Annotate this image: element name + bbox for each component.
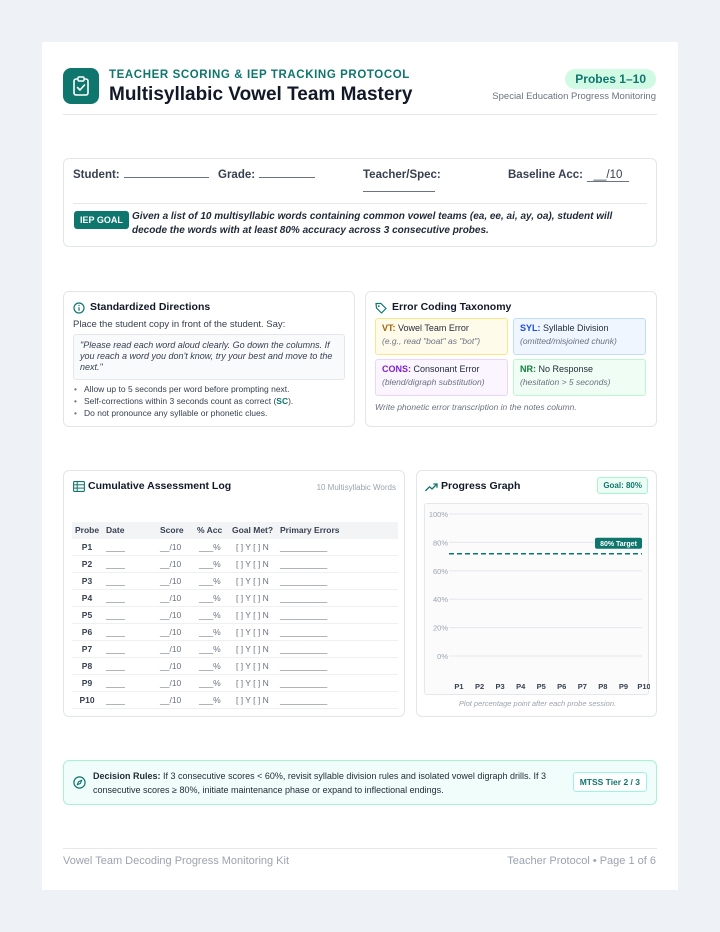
errors-cell[interactable]: __________ [280,644,328,654]
baseline-field[interactable] [508,169,629,182]
error-code-vt [375,318,508,355]
probe-cell: P5 [81,610,93,620]
teacher-blank[interactable] [363,191,435,192]
nr-label: No Response [538,364,594,374]
accuracy-cell[interactable]: ___% [199,593,221,603]
errors-cell[interactable]: __________ [280,593,328,603]
goal-met-cell[interactable]: [ ] Y [ ] N [236,559,269,569]
date-cell[interactable]: ____ [106,644,125,654]
date-cell[interactable]: ____ [106,559,125,569]
date-cell[interactable]: ____ [106,678,125,688]
score-cell[interactable]: __/10 [160,593,182,603]
nr-example: (hesitation > 5 seconds) [520,377,611,387]
errors-cell[interactable]: __________ [280,678,328,688]
x-tick-label: P4 [516,682,526,691]
directions-script: "Please read each word aloud clearly. Go down the columns. If you reach a word you don't know, try your best and move to the next." [73,334,345,380]
probe-cell: P3 [81,576,93,586]
table-icon [73,481,85,492]
accuracy-cell[interactable]: ___% [199,627,221,637]
probe-cell: P7 [81,644,93,654]
x-tick-label: P8 [598,682,608,691]
student-name-blank[interactable] [124,177,209,178]
iep-goal-badge: IEP GOAL [74,211,129,229]
table-row [72,675,398,692]
decision-label: Decision Rules: [93,771,161,781]
nr-code: NR: [520,364,536,374]
page-title: Multisyllabic Vowel Team Mastery [109,84,413,105]
directions-list [73,383,293,419]
x-tick-label: P6 [557,682,567,691]
assessment-log-card [63,470,405,717]
errors-cell[interactable]: __________ [280,542,328,552]
footer-page-info: Teacher Protocol • Page 1 of 6 [507,855,656,867]
tag-icon [375,302,387,314]
grade-blank[interactable] [259,177,315,178]
error-coding-card [365,291,657,427]
errors-cell[interactable]: __________ [280,661,328,671]
goal-met-cell[interactable]: [ ] Y [ ] N [236,661,269,671]
probe-cell: P1 [81,542,93,552]
bullet-text: ). [288,396,294,406]
table-row [72,641,398,658]
date-cell[interactable]: ____ [106,661,125,671]
date-cell[interactable]: ____ [106,593,125,603]
syl-label: Syllable Division [543,323,609,333]
table-row [72,590,398,607]
student-label: Student: [73,169,120,181]
column-header-score: Score [160,525,184,535]
x-tick-label: P10 [637,682,650,691]
date-cell[interactable]: ____ [106,576,125,586]
table-row [72,573,398,590]
column-header-probe: Probe [75,525,100,535]
y-tick-label: 80% [432,538,448,548]
grade-field[interactable] [218,169,315,181]
accuracy-cell[interactable]: ___% [199,678,221,688]
log-subtitle: 10 Multisyllabic Words [316,483,396,492]
column-header-date: Date [106,525,125,535]
x-tick-label: P7 [577,682,587,691]
x-tick-label: P3 [495,682,505,691]
directions-lead: Place the student copy in front of the student. Say: [73,319,286,330]
student-info-card [63,158,657,247]
mtss-tier-badge: MTSS Tier 2 / 3 [573,772,647,792]
syl-example: (omitted/misjoined chunk) [520,336,617,346]
column-header-acc: % Acc [197,525,223,535]
student-divider [73,203,647,204]
error-coding-note: Write phonetic error transcription in the notes column. [375,402,577,412]
directions-card [63,291,355,427]
goal-met-cell[interactable]: [ ] Y [ ] N [236,678,269,688]
probe-cell: P8 [81,661,93,671]
baseline-label: Baseline Acc: [508,169,583,181]
trend-up-icon [425,482,438,492]
errors-cell[interactable]: __________ [280,559,328,569]
score-cell[interactable]: __/10 [160,678,182,688]
score-cell[interactable]: __/10 [160,559,182,569]
graph-title: Progress Graph [441,480,521,492]
teacher-field[interactable] [363,169,441,181]
y-tick-label: 20% [432,623,448,633]
teacher-label: Teacher/Spec: [363,169,441,181]
score-cell[interactable]: __/10 [160,644,182,654]
y-tick-label: 0% [437,652,448,661]
goal-met-cell[interactable]: [ ] Y [ ] N [236,593,269,603]
table-row [72,539,398,556]
score-cell[interactable]: __/10 [160,576,182,586]
student-field[interactable] [73,169,209,181]
directions-bullet: • Allow up to 5 seconds per word before prompting next. [73,383,293,395]
footer-divider [63,848,657,849]
vt-label: Vowel Team Error [398,323,469,333]
baseline-value[interactable]: __/10 [587,169,629,182]
vt-code: VT: [382,323,396,333]
error-coding-title: Error Coding Taxonomy [392,301,512,313]
cons-label: Consonant Error [413,364,480,374]
x-tick-label: P9 [618,682,629,691]
goal-badge: Goal: 80% [597,477,648,494]
score-cell[interactable]: __/10 [160,542,182,552]
footer-kit-name: Vowel Team Decoding Progress Monitoring Kit [63,855,290,867]
progress-chart [425,504,650,696]
error-code-syl [513,318,646,355]
goal-met-cell[interactable]: [ ] Y [ ] N [236,542,269,552]
cons-example: (blend/digraph substitution) [382,377,485,387]
decision-rules-text [93,769,568,797]
probes-badge: Probes 1–10 [565,69,656,89]
accuracy-cell[interactable]: ___% [199,695,221,705]
date-cell[interactable]: ____ [106,542,125,552]
y-tick-label: 60% [432,566,448,576]
table-row [72,607,398,624]
table-row [72,658,398,675]
probe-cell: P9 [81,678,93,688]
errors-cell[interactable]: __________ [280,695,328,705]
score-cell[interactable]: __/10 [160,661,182,671]
compass-icon [73,776,86,789]
probe-cell: P10 [79,695,95,705]
score-cell[interactable]: __/10 [160,695,182,705]
goal-met-cell[interactable]: [ ] Y [ ] N [236,627,269,637]
accuracy-cell[interactable]: ___% [199,610,221,620]
column-header-errors: Primary Errors [280,525,340,535]
header-divider [63,114,657,115]
date-cell[interactable]: ____ [106,695,125,705]
directions-bullet: • Do not pronounce any syllable or phonetic clues. [73,407,293,419]
target-label: 80% Target [600,540,637,548]
sc-code: SC [276,396,289,406]
date-cell[interactable]: ____ [106,627,125,637]
error-code-cons [375,359,508,396]
graph-plot-area [424,503,649,695]
clipboard-check-icon [63,68,99,104]
decision-rules-card [63,760,657,805]
accuracy-cell[interactable]: ___% [199,576,221,586]
date-cell[interactable]: ____ [106,610,125,620]
y-tick-label: 40% [432,595,448,605]
table-row [72,692,398,709]
protocol-page [42,42,678,890]
vt-example: (e.g., read "boat" as "bot") [382,336,481,346]
directions-bullet [73,395,293,407]
directions-title: Standardized Directions [90,301,211,313]
score-cell[interactable]: __/10 [160,627,182,637]
x-tick-label: P1 [454,682,464,691]
protocol-eyebrow: TEACHER SCORING & IEP TRACKING PROTOCOL [109,69,410,81]
log-title: Cumulative Assessment Log [88,480,232,492]
goal-met-cell[interactable]: [ ] Y [ ] N [236,610,269,620]
iep-goal-text: Given a list of 10 multisyllabic words containing common vowel teams (ea, ee, ai, ay, oa), student will decode the words with at least 80% accuracy across 3 consecutive probes. [132,211,613,236]
goal-met-cell[interactable]: [ ] Y [ ] N [236,695,269,705]
syl-code: SYL: [520,323,541,333]
probe-cell: P6 [81,627,93,637]
error-code-nr [513,359,646,396]
grade-label: Grade: [218,169,256,181]
bullet-text: Self-corrections within 3 seconds count as correct ( [84,396,277,406]
accuracy-cell[interactable]: ___% [199,661,221,671]
table-row [72,624,398,641]
accuracy-cell[interactable]: ___% [199,644,221,654]
goal-met-cell[interactable]: [ ] Y [ ] N [236,576,269,586]
errors-cell[interactable]: __________ [280,576,328,586]
column-header-goal: Goal Met? [232,525,274,535]
errors-cell[interactable]: __________ [280,610,328,620]
graph-note: Plot percentage point after each probe session. [458,699,617,708]
info-icon [73,302,85,314]
y-tick-label: 100% [428,510,448,519]
cons-code: CONS: [382,364,411,374]
goal-met-cell[interactable]: [ ] Y [ ] N [236,644,269,654]
accuracy-cell[interactable]: ___% [199,542,221,552]
probe-cell: P4 [81,593,93,603]
accuracy-cell[interactable]: ___% [199,559,221,569]
errors-cell[interactable]: __________ [280,627,328,637]
table-row [72,556,398,573]
x-tick-label: P2 [474,682,485,691]
score-cell[interactable]: __/10 [160,610,182,620]
decision-body: If 3 consecutive scores < 60%, revisit syllable division rules and isolated vowel digraph drills. If 3 consecutive scores ≥ 80%, initiate maintenance phase or expand to inflectional endings. [93,771,546,795]
progress-graph-card [416,470,657,717]
x-tick-label: P5 [536,682,546,691]
page-subtitle: Special Education Progress Monitoring [492,91,656,102]
probe-cell: P2 [81,559,93,569]
